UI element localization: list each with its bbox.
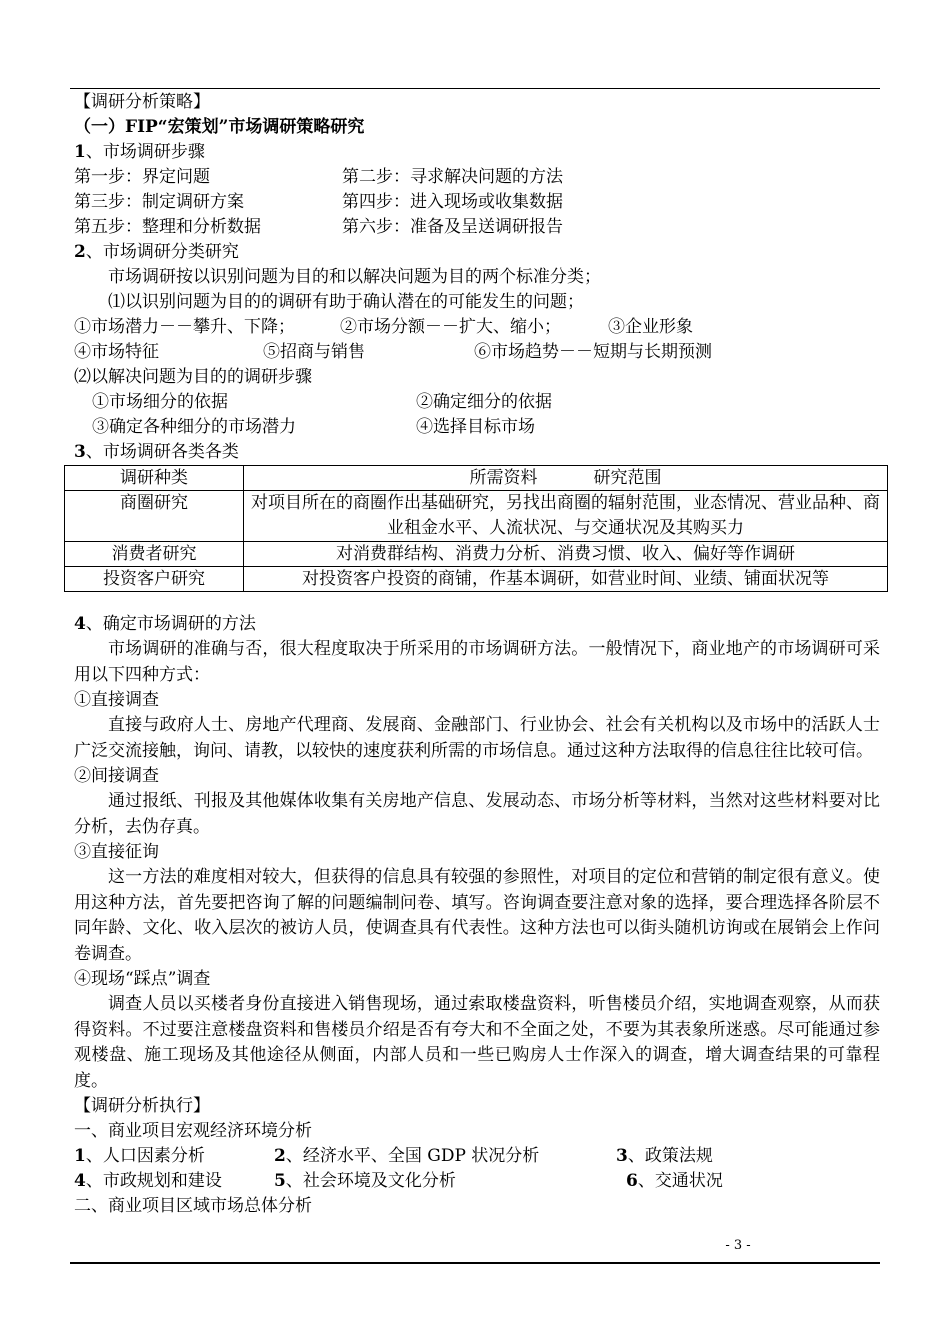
table-cell-desc: 对消费群结构、消费力分析、消费习惯、收入、偏好等作调研: [244, 542, 888, 567]
s4-intro: 市场调研的准确与否，很大程度取决于所采用的市场调研方法。一般情况下，商业地产的市场调研可采用以下四种方式：: [74, 639, 880, 685]
exec-item-num: 5: [274, 1171, 286, 1191]
s2-num: 2: [74, 242, 86, 262]
s4-title: 、确定市场调研的方法: [85, 614, 256, 634]
method-4-title: ④现场“踩点”调查: [74, 969, 211, 989]
table-cell-type: 商圈研究: [65, 491, 244, 542]
s2-row3: [74, 390, 880, 415]
table-header-type: 调研种类: [65, 466, 244, 491]
s1-title: 、市场调研步骤: [85, 142, 205, 162]
table-row: [65, 491, 888, 542]
step-3: 第三步：制定调研方案: [74, 192, 244, 212]
s2-p2: ⑵以解决问题为目的的调研步骤: [74, 367, 312, 387]
s2-row2: [74, 340, 880, 365]
exec-item-label: 、经济水平、全国 GDP 状况分析: [285, 1146, 540, 1166]
item-segment-potential: ③确定各种细分的市场潜力: [92, 417, 296, 437]
item-market-share: ②市场分额－－扩大、缩小；: [340, 317, 561, 337]
item-market-features: ④市场特征: [74, 342, 159, 362]
exec-item: [626, 1169, 723, 1194]
document-body: [74, 90, 880, 1219]
subsection-title: [74, 115, 880, 140]
table-header-scope: 研究范围: [593, 468, 662, 488]
s2-row4: [74, 415, 880, 440]
exec-item: [74, 1144, 205, 1169]
s3-heading: [74, 440, 880, 465]
step-row: [74, 165, 880, 190]
method-2-title: ②间接调查: [74, 766, 159, 786]
s3-num: 3: [74, 442, 86, 462]
section-heading-execution: 【调研分析执行】: [74, 1096, 210, 1116]
table-row: [65, 567, 888, 592]
exec-item-label: 、政策法规: [627, 1146, 713, 1166]
item-segment-basis: ①市场细分的依据: [92, 392, 228, 412]
s4-heading: [74, 612, 880, 637]
item-market-potential: ①市场潜力－－攀升、下降；: [74, 317, 295, 337]
s2-intro: 市场调研按以识别问题为目的和以解决问题为目的两个标准分类；: [108, 267, 601, 287]
exec-item-label: 、市政规划和建设: [85, 1171, 222, 1191]
item-leasing-sales: ⑤招商与销售: [263, 342, 365, 362]
table-header-row: [65, 466, 888, 491]
method-1-title: ①直接调查: [74, 690, 159, 710]
table-header-data: 所需资料: [469, 468, 538, 488]
exec-row-1: [74, 1144, 880, 1169]
exec-heading-2: 二、商业项目区域市场总体分析: [74, 1196, 312, 1216]
method-3-title: ③直接征询: [74, 842, 159, 862]
s2-title: 、市场调研分类研究: [85, 242, 239, 262]
step-row: [74, 190, 880, 215]
exec-row-2: [74, 1169, 880, 1194]
table-cell-desc: 对投资客户投资的商铺，作基本调研，如营业时间、业绩、铺面状况等: [244, 567, 888, 592]
exec-heading-1: 一、商业项目宏观经济环境分析: [74, 1121, 312, 1141]
item-target-market: ④选择目标市场: [416, 417, 535, 437]
exec-item: [274, 1144, 539, 1169]
exec-item: [74, 1169, 222, 1194]
header-rule: [70, 88, 880, 89]
exec-item: [274, 1169, 456, 1194]
s2-heading: [74, 240, 880, 265]
footer-rule: [70, 1262, 880, 1264]
s2-row1: [74, 315, 880, 340]
exec-item-num: 1: [74, 1146, 86, 1166]
item-corporate-image: ③企业形象: [608, 317, 693, 337]
table-row: [65, 542, 888, 567]
step-2: 第二步：寻求解决问题的方法: [342, 167, 563, 187]
research-types-table: [64, 465, 888, 592]
section-heading-strategy: 【调研分析策略】: [74, 92, 210, 112]
table-cell-desc: 对项目所在的商圈作出基础研究，另找出商圈的辐射范围，业态情况、营业品种、商业租金水平、人流状况、与交通状况及其购买力: [244, 491, 888, 542]
step-row: [74, 215, 880, 240]
table-cell-type: 消费者研究: [65, 542, 244, 567]
s2-p1: ⑴以识别问题为目的的调研有助于确认潜在的可能发生的问题；: [108, 292, 584, 312]
item-determine-basis: ②确定细分的依据: [416, 392, 552, 412]
step-4: 第四步：进入现场或收集数据: [342, 192, 563, 212]
step-1: 第一步：界定问题: [74, 167, 210, 187]
exec-item: [616, 1144, 713, 1169]
item-market-trend: ⑥市场趋势－－短期与长期预测: [474, 342, 712, 362]
exec-item-num: 3: [616, 1146, 628, 1166]
exec-item-label: 、交通状况: [637, 1171, 723, 1191]
s3-title: 、市场调研各类各类: [85, 442, 239, 462]
step-6: 第六步：准备及呈送调研报告: [342, 217, 563, 237]
exec-item-label: 、人口因素分析: [85, 1146, 205, 1166]
s1-heading: [74, 140, 880, 165]
method-4-text: 调查人员以买楼者身份直接进入销售现场，通过索取楼盘资料，听售楼员介绍，实地调查观察，从而获得资料。不过要注意楼盘资料和售楼员介绍是否有夸大和不全面之处，不要为其表象所迷惑。尽可能通过参观楼盘、施工现场及其他途径从侧面，内部人员和一些已购房人士作深入的调查，增大调查结果的可靠程度。: [74, 994, 880, 1091]
s4-num: 4: [74, 614, 86, 634]
method-1-text: 直接与政府人士、房地产代理商、发展商、金融部门、行业协会、社会有关机构以及市场中的活跃人士广泛交流接触，询问、请教，以较快的速度获利所需的市场信息。通过这种方法取得的信息往往比较可信。: [74, 715, 880, 761]
step-5: 第五步：整理和分析数据: [74, 217, 261, 237]
table-header-data-scope: [244, 466, 888, 491]
s1-num: 1: [74, 142, 86, 162]
exec-item-label: 、社会环境及文化分析: [285, 1171, 456, 1191]
exec-item-num: 6: [626, 1171, 638, 1191]
method-2-text: 通过报纸、刊报及其他媒体收集有关房地产信息、发展动态、市场分析等材料，当然对这些材料要对比分析，去伪存真。: [74, 791, 880, 837]
exec-item-num: 4: [74, 1171, 86, 1191]
method-3-text: 这一方法的难度相对较大，但获得的信息具有较强的参照性，对项目的定位和营销的制定很有意义。使用这种方法，首先要把咨询了解的问题编制问卷、填写。咨询调查要注意对象的选择，要合理选择各阶层不同年龄、文化、收入层次的被访人员，使调查具有代表性。这种方法也可以街头随机访询或在展销会上作问卷调查。: [74, 867, 880, 964]
subsection-title-text: （一）FIP“宏策划”市场调研策略研究: [74, 117, 365, 137]
exec-item-num: 2: [274, 1146, 286, 1166]
page-number: - 3 -: [725, 1238, 751, 1253]
table-cell-type: 投资客户研究: [65, 567, 244, 592]
